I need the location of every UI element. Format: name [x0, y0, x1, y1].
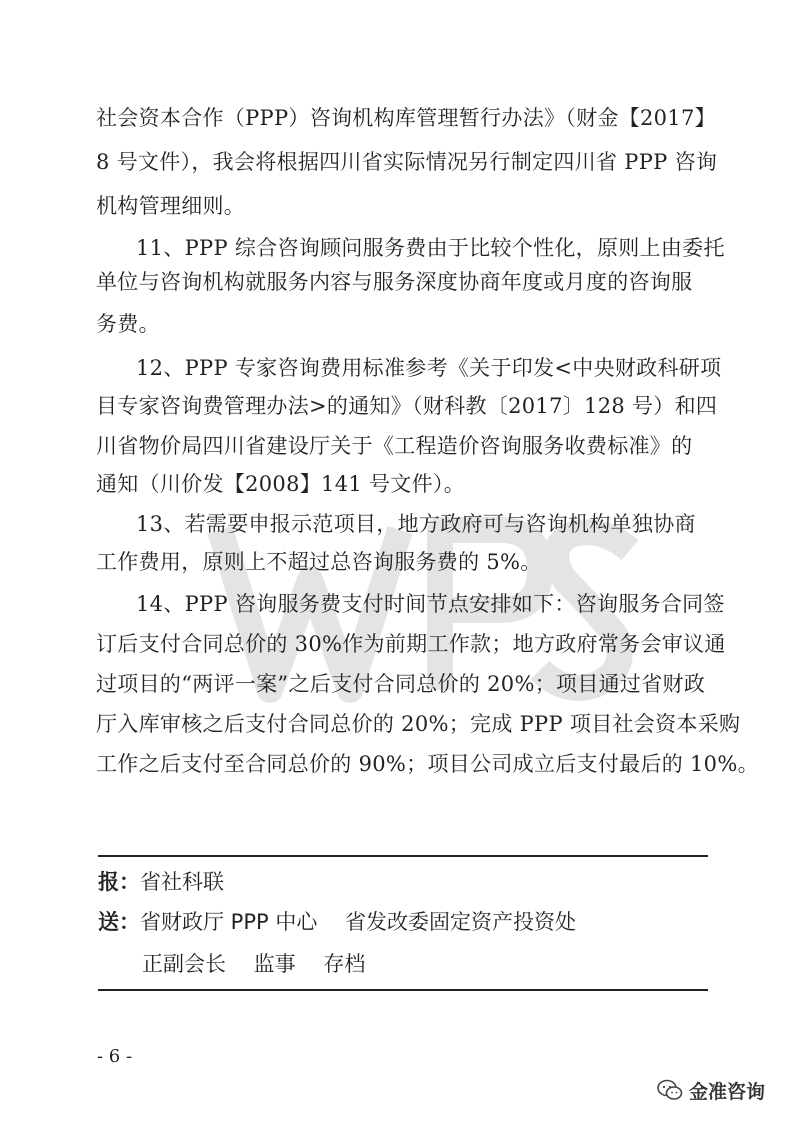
body-line: 14、PPP 咨询服务费支付时间节点安排如下：咨询服务合同签 [136, 592, 725, 616]
body-line: 11、PPP 综合咨询顾问服务费由于比较个性化，原则上由委托 [136, 236, 725, 260]
body-line: 工作费用，原则上不超过总咨询服务费的 5%。 [96, 550, 542, 574]
brand-badge [657, 1076, 765, 1104]
body-line: 工作之后支付至合同总价的 90%；项目公司成立后支付最后的 10%。 [96, 752, 759, 776]
page-number: - 6 - [97, 1046, 133, 1067]
body-line: 务费。 [96, 312, 160, 336]
body-line: 过项目的“两评一案”之后支付合同总价的 20%；项目通过省财政 [96, 672, 706, 696]
body-line: 目专家咨询费管理办法>的通知》（财科教〔2017〕128 号）和四 [96, 394, 718, 418]
divider-bottom [98, 989, 708, 991]
report-label: 报： [98, 870, 140, 894]
body-line: 8 号文件），我会将根据四川省实际情况另行制定四川省 PPP 咨询 [96, 150, 718, 174]
body-line: 13、若需要申报示范项目，地方政府可与咨询机构单独协商 [136, 512, 696, 536]
send-label: 送： [98, 910, 140, 934]
send-recipients-2: 正副会长 监事 存档 [142, 952, 366, 976]
wechat-icon [657, 1079, 683, 1101]
send-line [98, 908, 576, 936]
body-line: 通知（川价发【2008】141 号文件）。 [96, 472, 465, 496]
body-line: 订后支付合同总价的 30%作为前期工作款；地方政府常务会审议通 [96, 632, 726, 656]
brand-name: 金准咨询 [688, 1080, 765, 1103]
body-line: 12、PPP 专家咨询费用标准参考《关于印发<中央财政科研项 [136, 356, 722, 380]
body-line: 机构管理细则。 [96, 194, 246, 218]
body-line: 厅入库审核之后支付合同总价的 20%；完成 PPP 项目社会资本采购 [96, 712, 741, 736]
report-value: 省社科联 [140, 870, 224, 894]
body-line: 社会资本合作（PPP）咨询机构库管理暂行办法》（财金【2017】 [96, 106, 716, 130]
body-line: 单位与咨询机构就服务内容与服务深度协商年度或月度的咨询服 [96, 270, 693, 294]
body-line: 川省物价局四川省建设厅关于《工程造价咨询服务收费标准》的 [96, 434, 693, 458]
divider-top [98, 855, 708, 857]
send-recipients-1: 省财政厅 PPP 中心 省发改委固定资产投资处 [140, 910, 577, 934]
report-line [98, 868, 224, 896]
